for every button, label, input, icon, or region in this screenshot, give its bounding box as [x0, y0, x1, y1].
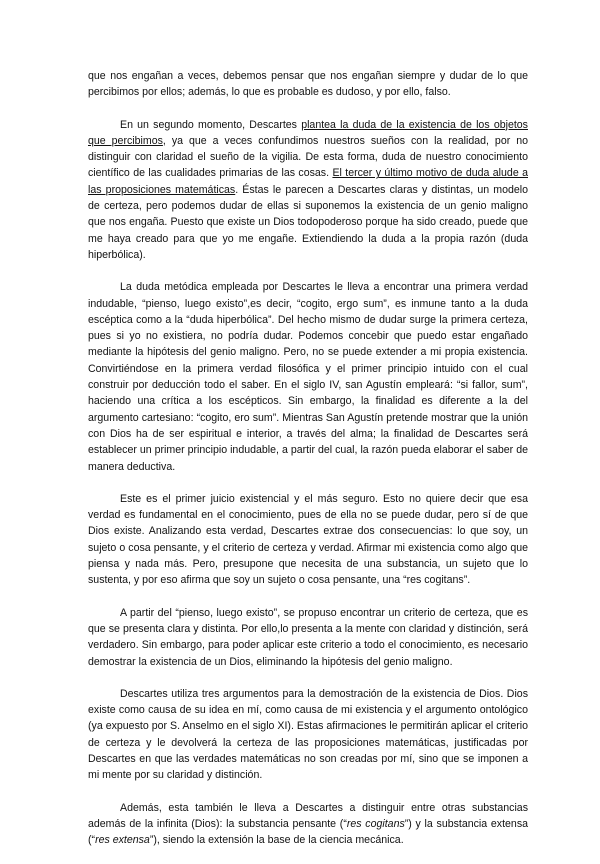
italic-res-extensa: res extensa	[95, 834, 150, 847]
underlined-phrase-math-doubt: El tercer y último motivo de duda alude a las proposiciones matemáticas	[88, 167, 528, 196]
document-page	[88, 68, 528, 864]
paragraph-3: Este es el primer juicio existencial y el más seguro. Esto no quiere decir que esa verdad es fundamental en el conocimiento, pues de ella no se puede dudar, pero sí de que Dios existe. Analizando esta verdad, Descartes extrae dos consecuencias: lo que soy, un sujeto o cosa pensante, y el criterio de certeza y verdad. Afirmar mi existencia como algo que piensa y nada más. Pero, presupone que necesita de una substancia, un sujeto que lo sustenta, y por eso afirma que soy un sujeto o cosa pensante, una “res cogitans”.	[88, 492, 528, 587]
paragraph-6	[88, 800, 528, 849]
paragraph-1	[88, 117, 528, 264]
paragraph-6-text-a: Además, esta también le lleva a Descartes a distinguir entre otras substancias además de la infinita (Dios): la substancia pensante (“	[88, 801, 528, 830]
paragraph-1-text-a: En un segundo momento, Descartes	[120, 118, 302, 131]
paragraph-0: que nos engañan a veces, debemos pensar que nos engañan siempre y dudar de lo que percibimos por ellos; además, lo que es probable es dudoso, y por ello, falso.	[88, 70, 528, 99]
italic-res-cogitans: res cogitans	[346, 817, 405, 830]
paragraph-6-text-e: ”), siendo la extensión la base de la ciencia mecánica.	[149, 834, 404, 847]
paragraph-6-text-c: ”) y la substancia extensa (“	[88, 817, 529, 847]
paragraph-2: La duda metódica empleada por Descartes le lleva a encontrar una primera verdad indudable, “pienso, luego existo”,es decir, “cogito, ergo sum”, es inmune tanto a la duda escéptica como a la “duda hiperbólica”. Del hecho mismo de dudar surge la primera certeza, pues si yo no existiera, no podría dudar. Podemos concebir que puedo estar engañado mediante la hipótesis del genio maligno. Pero, no se puede extender a mi propia existencia. Convirtiéndose en la primera verdad filosófica y el primer principio intuido con el cual construir por deducción todo el saber. En el siglo IV, san Agustín empleará: “si fallor, sum”, haciendo una crítica a los escépticos. Sin embargo, la finalidad es diferente a la del argumento cartesiano: “cogito, ero sum”. Mientras San Agustín pretende mostrar que la unión con Dios ha de ser espiritual e interior, a través del alma; la finalidad de Descartes será establecer un primer principio indudable, a partir del cual, la razón pueda elaborar el saber de manera deductiva.	[88, 281, 528, 473]
paragraph-5: Descartes utiliza tres argumentos para la demostración de la existencia de Dios. Dios existe como causa de su idea en mí, como causa de mi existencia y el argumento ontológico (ya expuesto por S. Anselmo en el siglo XI). Estas afirmaciones le permitirán aplicar el criterio de certeza y le devolverá la certeza de las proposiciones matemáticas, justificadas por Descartes en que las verdades matemáticas no son creadas por mí, sino que se imponen a mi mente por su claridad y distinción.	[88, 687, 528, 782]
paragraph-4: A partir del “pienso, luego existo”, se propuso encontrar un criterio de certeza, que es que se presenta clara y distinta. Por ello,lo presenta a la mente con claridad y distinción, será verdadero. Sin embargo, para poder aplicar este criterio a todo el conocimiento, es necesario demostrar la existencia de un Dios, eliminando la hipótesis del genio maligno.	[88, 606, 528, 668]
paragraph-1-text-e: . Éstas le parecen a Descartes claras y distintas, un modelo de certeza, pero podemos dudar de ellas si suponemos la existencia de un genio maligno que nos engaña. Puesto que existe un Dios todopoderoso porque ha sido creado, puede que me haya creado para que yo me engañe. Extiendiendo la duda a la propia razón (duda hiperbólica).	[88, 183, 528, 261]
underlined-phrase-objects-doubt: plantea la duda de la existencia de los objetos que percibimos	[88, 118, 528, 147]
paragraph-1-text-c: , ya que a veces confundimos nuestros sueños con la realidad, por no distinguir con claridad el sueño de la vigilia. De esta forma, duda de nuestro conocimiento científico de las cualidades primarias de las cosas.	[88, 134, 529, 180]
